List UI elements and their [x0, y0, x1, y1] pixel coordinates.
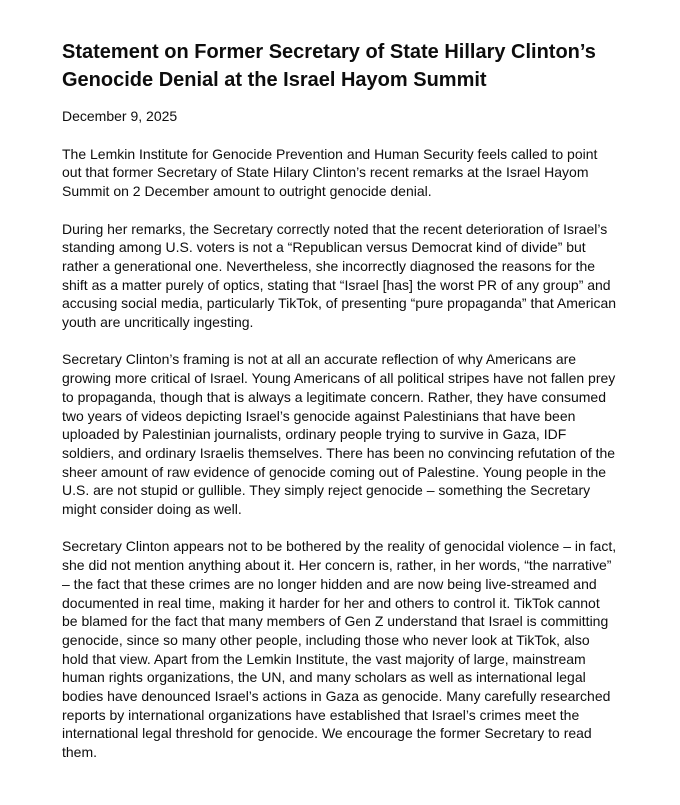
document-content — [62, 38, 618, 781]
document-title: Statement on Former Secretary of State Hillary Clinton’s Genocide Denial at the Israel Hayom Summit — [62, 41, 596, 91]
paragraph: Secretary Clinton appears not to be bothered by the reality of genocidal violence – in fact, she did not mention anything about it. Her concern is, rather, in her words, “the narrative” – the fact that these crimes are no longer hidden and are now being live-streamed and documented in real time, making it harder for her and others to control it. TikTok cannot be blamed for the fact that many members of Gen Z understand that Israel is committing genocide, since so many other people, including those who never look at TikTok, also hold that view. Apart from the Lemkin Institute, the vast majority of large, mainstream human rights organizations, the UN, and many scholars as well as international legal bodies have denounced Israel’s actions in Gaza as genocide. Many carefully researched reports by international organizations have established that Israel’s crimes meet the international legal threshold for genocide. We encourage the former Secretary to read them. — [62, 538, 617, 761]
document-date: December 9, 2025 — [62, 108, 178, 124]
document-body — [62, 145, 618, 762]
paragraph: Secretary Clinton’s framing is not at all an accurate reflection of why Americans are growing more critical of Israel. Young Americans of all political stripes have not fallen prey to propaganda, though that is always a legitimate concern. Rather, they have consumed two years of videos depicting Israel’s genocide against Palestinians that have been uploaded by Palestinian journalists, ordinary people trying to survive in Gaza, IDF soldiers, and ordinary Israelis themselves. There has been no convincing refutation of the sheer amount of raw evidence of genocide coming out of Palestine. Young people in the U.S. are not stupid or gullible. They simply reject genocide – something the Secretary might consider doing as well. — [62, 351, 616, 518]
paragraph: During her remarks, the Secretary correctly noted that the recent deterioration of Israel’s standing among U.S. voters is not a “Republican versus Democrat kind of divide” but rather a generational one. Nevertheless, she incorrectly diagnosed the reasons for the shift as a matter purely of optics, stating that “Israel [has] the worst PR of any group” and accusing social media, particularly TikTok, of presenting “pure propaganda” that American youth are uncritically ingesting. — [62, 220, 617, 331]
paragraph: The Lemkin Institute for Genocide Prevention and Human Security feels called to point out that former Secretary of State Hilary Clinton’s recent remarks at the Israel Hayom Summit on 2 December amount to outright genocide denial. — [62, 145, 598, 200]
